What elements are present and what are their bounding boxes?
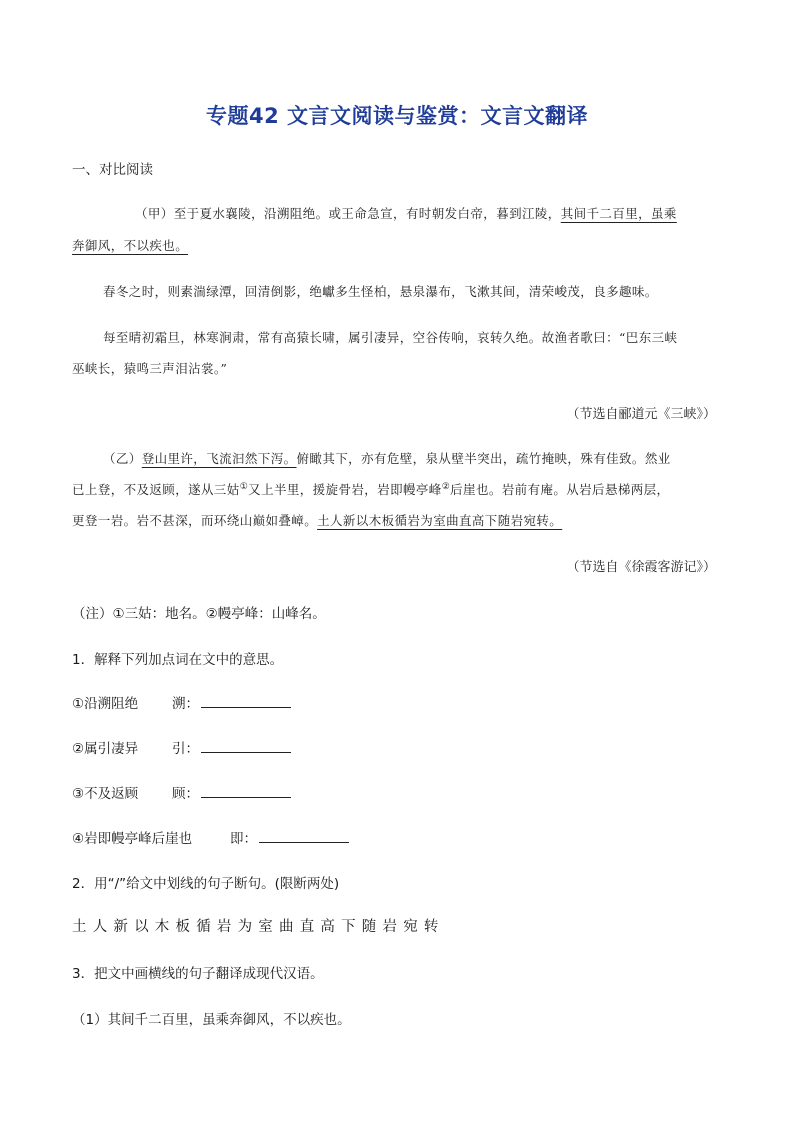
passage-b-line3-plain: 更登一岩。岩不甚深，而环绕山巅如叠嶂。 xyxy=(72,513,318,528)
passage-a-underlined-1: 其间千二百里，虽乘 xyxy=(560,206,677,221)
sentence-to-punctuate: 土人新以木板循岩为室曲直高下随岩宛转 xyxy=(72,919,445,935)
question-1: 1．解释下列加点词在文中的意思。 xyxy=(72,652,284,668)
q1-item-3-word: 顾： xyxy=(172,786,199,802)
passage-b-label: （乙） xyxy=(103,451,142,466)
question-3: 3．把文中画横线的句子翻译成现代汉语。 xyxy=(72,966,324,982)
q1-item-4-word: 即： xyxy=(230,831,257,847)
passage-b-line2-b: 又上半里，援旋骨岩，岩即幔亭峰 xyxy=(248,482,442,497)
answer-blank-2[interactable] xyxy=(201,738,291,753)
passage-a-line1 xyxy=(135,204,677,222)
question-3-part-1: （1）其间千二百里，虽乘奔御风，不以疾也。 xyxy=(72,1012,351,1028)
passage-b-line1-rest: 俯瞰其下，亦有危壁，泉从壁半突出，疏竹掩映，殊有佳致。然业 xyxy=(296,451,671,466)
passage-a-para3-line1: 每至晴初霜旦，林寒涧肃，常有高猿长啸，属引凄异，空谷传响，哀转久绝。故渔者歌曰：“巴东三峡 xyxy=(103,330,678,345)
passage-a-underlined-2: 奔御风，不以疾也。 xyxy=(72,238,189,253)
answer-blank-3[interactable] xyxy=(201,783,291,798)
passage-a-para2: 春冬之时，则素湍绿潭，回清倒影，绝巘多生怪柏，悬泉瀑布，飞漱其间，清荣峻茂，良多趣味。 xyxy=(103,284,658,299)
q1-item-3-phrase: ③不及返顾 xyxy=(72,786,139,802)
passage-a-source: （节选自郦道元《三峡》） xyxy=(566,407,716,422)
passage-b-line2-a: 已上登，不及返顾，遂从三姑 xyxy=(72,482,240,497)
annotation-notes: （注）①三姑：地名。②幔亭峰：山峰名。 xyxy=(72,606,326,622)
q1-item-3 xyxy=(72,782,291,802)
q1-item-2-word: 引： xyxy=(172,741,199,757)
passage-b-line2 xyxy=(72,480,669,498)
document-title: 专题42 文言文阅读与鉴赏：文言文翻译 xyxy=(205,104,589,128)
q1-item-1-word: 溯： xyxy=(172,696,199,712)
passage-a-line2 xyxy=(72,236,188,254)
passage-b-source: （节选自《徐霞客游记》） xyxy=(566,560,716,575)
note-marker-2: ② xyxy=(441,481,451,492)
q1-item-4-phrase: ④岩即幔亭峰后崖也 xyxy=(72,831,193,847)
passage-b-line3 xyxy=(72,511,562,529)
passage-b-underlined-2: 土人新以木板循岩为室曲直高下随岩宛转。 xyxy=(317,513,563,528)
question-2: 2．用“/”给文中划线的句子断句。(限断两处) xyxy=(72,876,340,892)
passage-b-line2-c: 后崖也。岩前有庵。从岩后悬梯两层， xyxy=(450,482,670,497)
q1-item-2 xyxy=(72,737,291,757)
passage-b-line1 xyxy=(103,449,671,467)
answer-blank-4[interactable] xyxy=(259,828,349,843)
passage-a-line1-text: （甲）至于夏水襄陵，沿溯阻绝。或王命急宣，有时朝发白帝，暮到江陵， xyxy=(135,206,561,221)
section-heading: 一、对比阅读 xyxy=(72,162,153,178)
q1-item-2-phrase: ②属引凄异 xyxy=(72,741,139,757)
q1-item-4 xyxy=(72,827,349,847)
passage-b-underlined-1: 登山里许，飞流汩然下泻。 xyxy=(141,451,297,466)
note-marker-1: ① xyxy=(239,481,249,492)
passage-a-para3-line2: 巫峡长，猿鸣三声泪沾裳。” xyxy=(72,361,228,376)
answer-blank-1[interactable] xyxy=(201,693,291,708)
q1-item-1 xyxy=(72,692,291,712)
q1-item-1-phrase: ①沿溯阻绝 xyxy=(72,696,139,712)
